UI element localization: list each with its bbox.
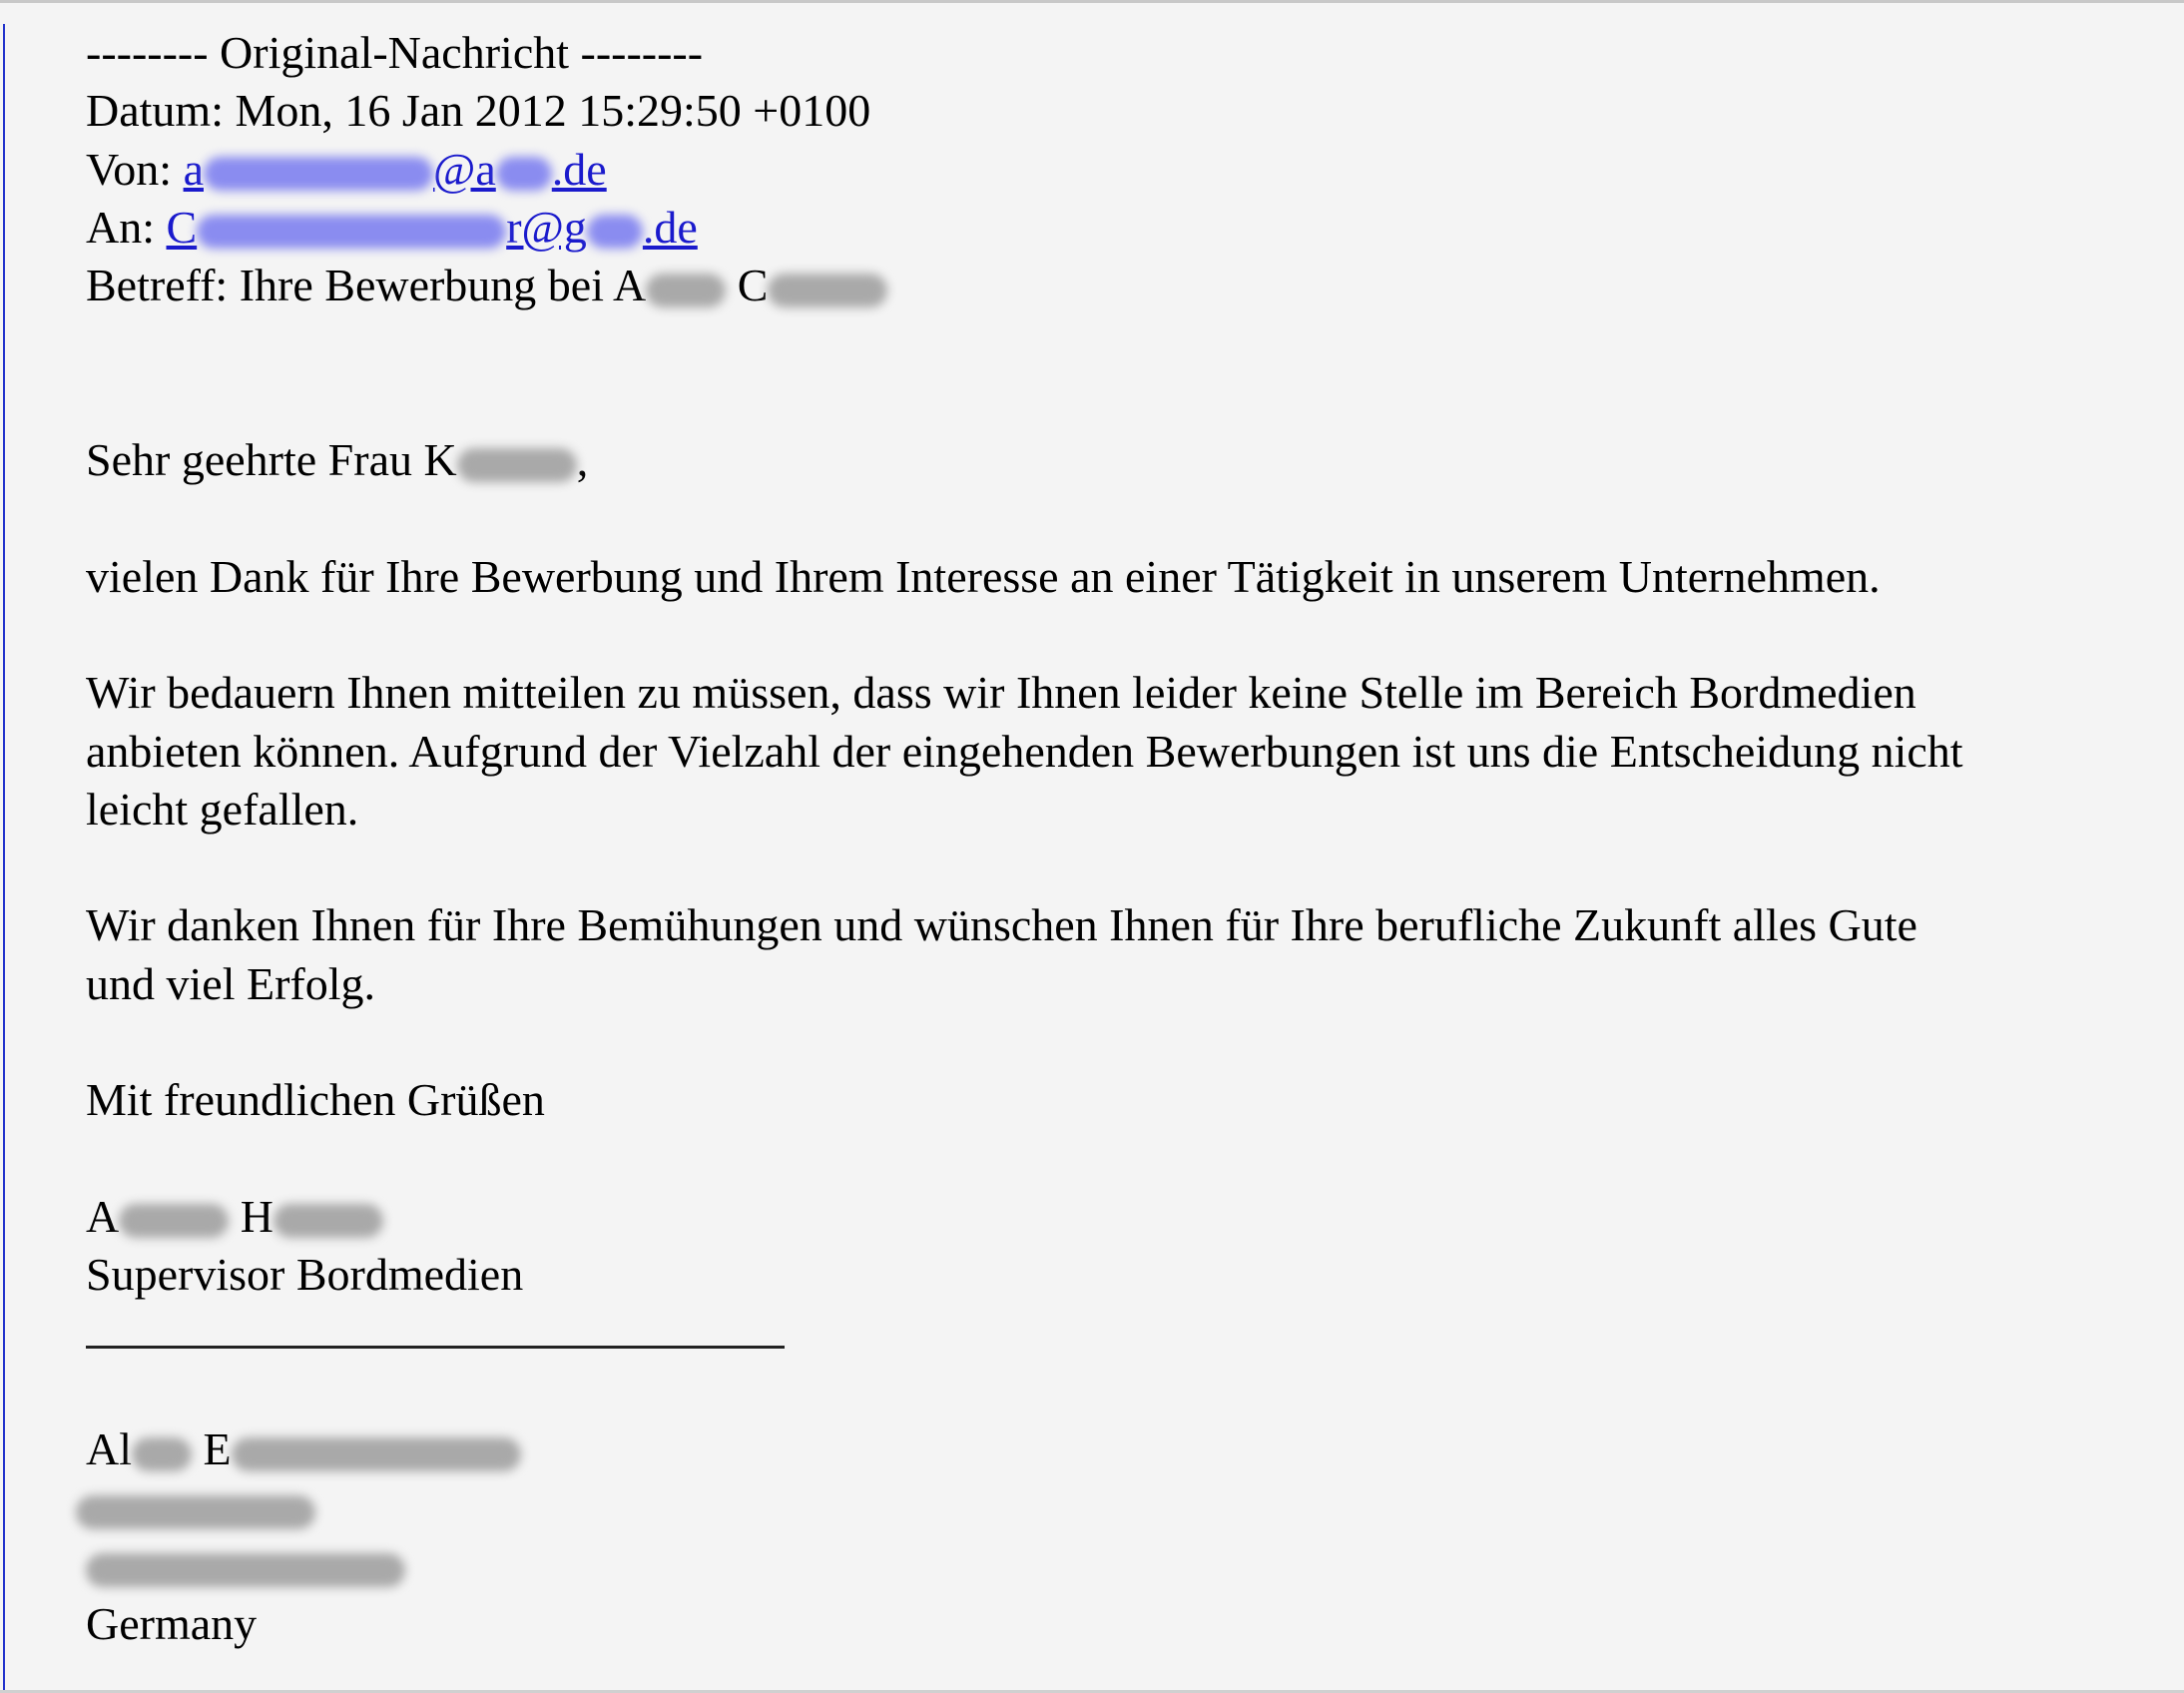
original-message-separator: -------- Original-Nachricht --------: [86, 27, 704, 78]
subject-value: Ihre Bewerbung bei A: [239, 260, 647, 311]
redaction: [457, 448, 577, 482]
company-part: E: [203, 1423, 232, 1475]
redaction: [76, 1495, 315, 1529]
to-email-part: r@g: [506, 201, 587, 253]
paragraph-2-line: anbieten können. Aufgrund der Vielzahl der eingehenden Bewerbungen ist uns die Entscheidung nicht: [86, 725, 1963, 777]
paragraph-3-line: Wir danken Ihnen für Ihre Bemühungen und wünschen Ihnen für Ihre berufliche Zukunft alles Gute: [86, 899, 1917, 951]
address-street-redacted: [86, 1478, 1963, 1536]
from-row: [86, 141, 1963, 199]
salutation: [86, 431, 1963, 489]
name-part: A: [86, 1190, 120, 1242]
signature-name: [86, 1188, 1963, 1246]
salutation-text: Sehr geehrte Frau K: [86, 434, 457, 486]
redaction: [204, 157, 433, 191]
paragraph-2-line: Wir bedauern Ihnen mitteilen zu müssen, dass wir Ihnen leider keine Stelle im Bereich Bordmedien: [86, 667, 1916, 719]
redaction: [119, 1204, 229, 1238]
subject-label: Betreff:: [86, 260, 229, 311]
email-message: [86, 24, 1963, 1653]
subject-row: [86, 257, 1963, 314]
signature-divider: [86, 1306, 785, 1349]
from-email-link[interactable]: [184, 144, 607, 195]
company-part: Al: [86, 1423, 132, 1475]
address-city-redacted: [86, 1537, 1963, 1595]
redaction: [86, 1553, 405, 1587]
salutation-text: ,: [576, 434, 589, 486]
to-email-link[interactable]: [167, 202, 698, 253]
redaction: [587, 215, 643, 249]
paragraph-1: vielen Dank für Ihre Bewerbung und Ihrem Interesse an einer Tätigkeit in unserem Unternehmen.: [86, 550, 1881, 602]
subject-value: C: [737, 260, 769, 311]
date-label: Datum:: [86, 85, 224, 137]
from-email-part: @a: [433, 143, 496, 195]
top-border: [0, 0, 2184, 3]
redaction: [496, 157, 552, 191]
to-row: [86, 199, 1963, 257]
date-row: [86, 82, 1963, 140]
date-value: Mon, 16 Jan 2012 15:29:50 +0100: [235, 85, 871, 137]
signature-title: Supervisor Bordmedien: [86, 1249, 524, 1301]
redaction: [768, 274, 887, 307]
redaction: [232, 1437, 521, 1471]
to-email-part: C: [166, 201, 198, 253]
to-email-part: .de: [642, 201, 698, 253]
redaction: [646, 274, 726, 307]
redaction: [273, 1204, 383, 1238]
quote-bar: [3, 24, 5, 1693]
from-email-part: a: [183, 143, 204, 195]
redaction: [197, 215, 506, 249]
closing: Mit freundlichen Grüßen: [86, 1074, 545, 1126]
from-email-part: .de: [551, 143, 607, 195]
paragraph-3-line: und viel Erfolg.: [86, 957, 375, 1009]
redaction: [132, 1437, 192, 1471]
paragraph-2-line: leicht gefallen.: [86, 783, 359, 835]
address-country: Germany: [86, 1598, 258, 1650]
to-label: An:: [86, 201, 155, 253]
name-part: H: [240, 1190, 273, 1242]
company-name: [86, 1420, 1963, 1478]
from-label: Von:: [86, 143, 173, 195]
